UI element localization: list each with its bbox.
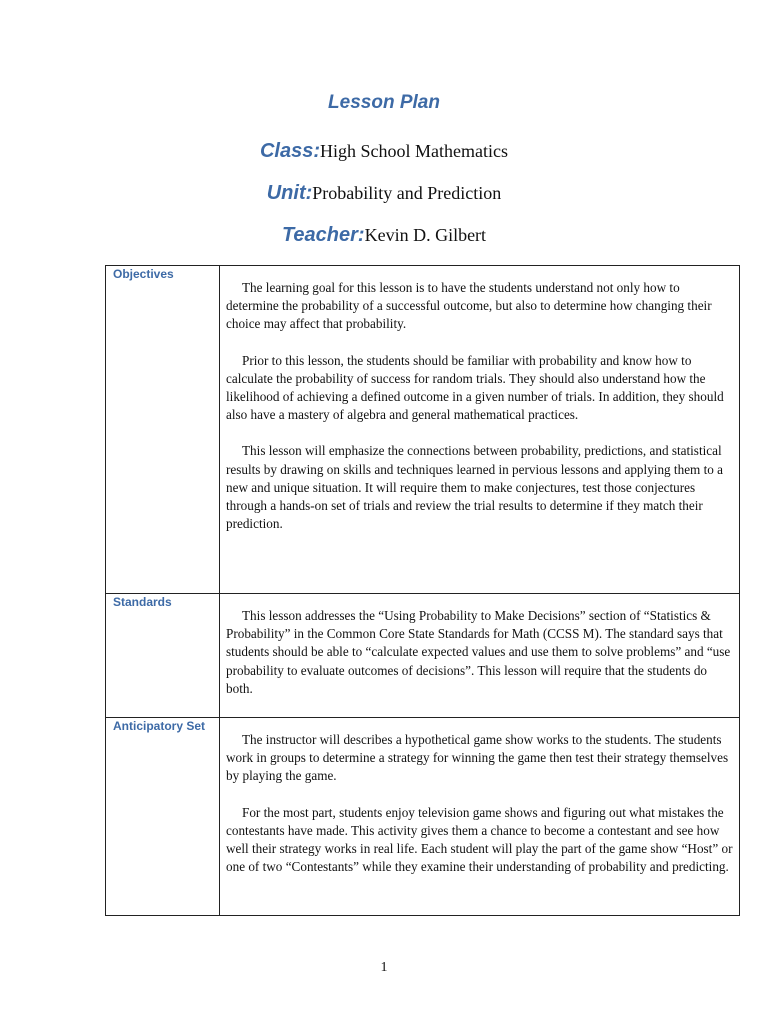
row-label-cell [106, 718, 220, 916]
row-label-cell [106, 594, 220, 718]
row-label-cell [106, 266, 220, 594]
standards-paragraph: This lesson addresses the “Using Probability to Make Decisions” section of “Statistics & Probability” in the Common Core State Standards for Math (CCSS M). The standard says that students should be able to “calculate expected values and use them to solve problems” and “use probability to evaluate outcomes of decisions”. This lesson will require that the students do both. [226, 608, 731, 696]
anticipatory-set-label: Anticipatory Set [113, 719, 206, 733]
teacher-line [0, 224, 768, 247]
class-value: High School Mathematics [320, 141, 508, 161]
anticipatory-set-paragraph: The instructor will describes a hypothetical game show works to the students. The students work in groups to determine a strategy for winning the game then test their strategy themselves by playing the game. [226, 732, 729, 784]
objectives-paragraph: Prior to this lesson, the students should be familiar with probability and know how to calculate the probability of success for random trials. They should also understand how the likelihood of achieving a defined outcome in a given number of trials. In addition, they should also have a mastery of algebra and general mathematical practices. [226, 352, 724, 423]
unit-value: Probability and Prediction [312, 183, 502, 203]
anticipatory-set-content [220, 718, 740, 916]
table-row-objectives [106, 266, 740, 594]
lesson-plan-table [105, 265, 740, 916]
anticipatory-set-paragraph: For the most part, students enjoy television game shows and figuring out what mistakes the contestants have made. This activity gives them a chance to become a contestant and see how well their strategy works in real life. Each student will play the part of the game show “Host” or one of two “Contestants” while they examine their understanding of probability and predicting. [226, 804, 733, 875]
objectives-paragraph: This lesson will emphasize the connections between probability, predictions, and statistical results by drawing on skills and techniques learned in pervious lessons and applying them to a new and unique situation. It will require them to make conjectures, test those conjectures through a hands-on set of trials and review the trial results to determine if they match their prediction. [226, 443, 724, 532]
teacher-value: Kevin D. Gilbert [364, 225, 487, 245]
objectives-label: Objectives [113, 267, 174, 281]
teacher-label: Teacher: [281, 224, 365, 246]
class-label: Class: [259, 140, 321, 162]
page-number: 1 [380, 960, 388, 975]
unit-line [0, 182, 768, 205]
unit-label: Unit: [266, 182, 313, 204]
standards-content [220, 594, 740, 718]
table-row-anticipatory-set [106, 718, 740, 916]
class-line [0, 140, 768, 163]
objectives-content [220, 266, 740, 594]
standards-label: Standards [113, 595, 172, 609]
document-title: Lesson Plan [328, 92, 440, 113]
table-row-standards [106, 594, 740, 718]
objectives-paragraph: The learning goal for this lesson is to have the students understand not only how to determine the probability of a successful outcome, but also to determine how changing their choice may affect that probability. [226, 280, 712, 332]
